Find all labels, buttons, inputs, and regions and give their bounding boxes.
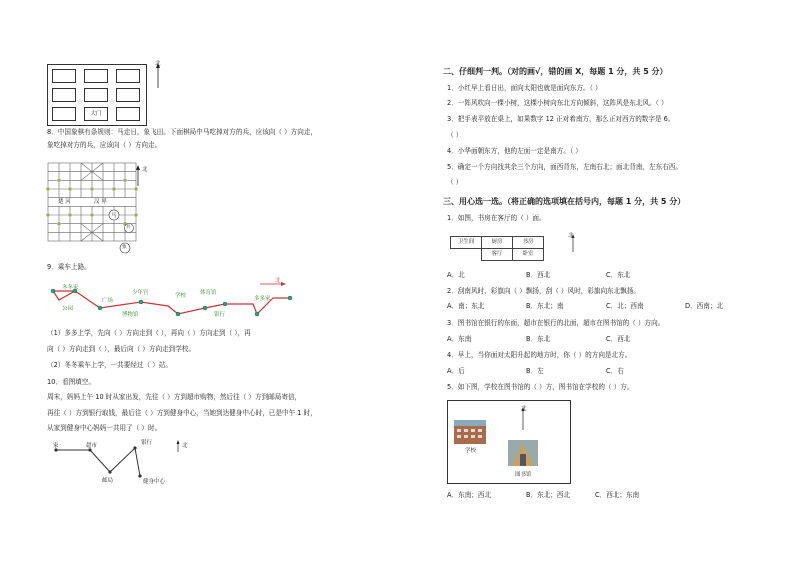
- judge-item: 3．把手表平放在桌上，如果数字 12 正对着南方，那么正对西方的数字是 6。: [447, 115, 675, 123]
- choice-option: A．东南: [447, 335, 472, 343]
- north-label: 北: [142, 167, 148, 173]
- choice-option: D．西南；北: [685, 302, 724, 310]
- choice-option: C．右: [606, 367, 624, 375]
- place-label: 家: [53, 443, 59, 449]
- stop-label: 多多家: [254, 296, 271, 302]
- choice-q2: 2．刮南风时，彩旗向（ ）飘扬，刮（ ）风时，彩旗向东北飘扬。: [447, 287, 641, 295]
- stop-label: 学校: [175, 293, 187, 299]
- room-cell: 客厅: [481, 248, 513, 261]
- q10-line3: 从家到健身中心妈妈一共用了（ ）时。: [47, 424, 162, 432]
- room-cell: 书房: [512, 236, 544, 249]
- judge-item: （ ）: [447, 131, 463, 139]
- room-cell: 厨房: [481, 236, 513, 249]
- map-block: [84, 69, 108, 83]
- section3-title: 三、用心选一选。（将正确的选项填在括号内，每题 1 分，共 5 分）: [443, 197, 686, 206]
- north-label: 北: [182, 443, 188, 449]
- map-block: [52, 88, 76, 102]
- north-label: 北: [155, 61, 161, 67]
- place-label: 邮局: [102, 478, 114, 484]
- north-label: 北: [568, 233, 574, 239]
- choice-option: B．东北；南: [526, 302, 564, 310]
- map-block: [116, 88, 140, 102]
- q9-line1: （1）多多上学，先向（ ）方向走到（ ），再向（ ）方向走到（ ），再: [47, 329, 251, 337]
- school-label: 学校: [465, 448, 477, 454]
- q10-line1: 周末，妈妈上午 10 时从家出发，先往（ ）方到超市购物，然后往（ ）方到邮局寄信，: [47, 393, 302, 401]
- choice-option: B．东北；西北: [526, 491, 571, 499]
- q10-title: 10．看图填空。: [47, 378, 95, 386]
- choice-option: A．南；东北: [447, 302, 485, 310]
- chess-piece-bing: 兵: [126, 225, 131, 230]
- chess-piece-xiang: 象: [122, 245, 127, 250]
- choice-option: B．左: [526, 367, 544, 375]
- river-left-label: 楚 河: [58, 199, 71, 205]
- q9-title: 9．乘车上路。: [47, 263, 91, 271]
- room-cell: 卧室: [512, 248, 544, 261]
- choice-option: C．东北: [606, 271, 631, 279]
- stop-label: 体育馆: [200, 290, 217, 296]
- school-building-icon: [454, 420, 486, 444]
- q10-line2: 再往（ ）方到银行取钱，最后往（ ）方到健身中心，当她到达健身中心时，已是中午 1 时，: [47, 409, 317, 417]
- map-block: [116, 107, 140, 121]
- judge-item: 1．小红早上看日出，面向太阳也就是面向东方。（ ）: [447, 84, 602, 92]
- choice-option: A．东南；西北: [447, 491, 492, 499]
- chess-piece-ma: 马: [111, 213, 117, 219]
- map-block: [116, 69, 140, 83]
- gate-block: 大门: [84, 107, 108, 121]
- choice-option: B．东北: [526, 335, 551, 343]
- place-label: 银行: [141, 440, 153, 446]
- judge-item: 2．一阵风吹向一棵小树，这棵小树向东北方向倾斜，这阵风是东北风。（ ）: [447, 99, 668, 107]
- place-label: 健身中心: [143, 479, 166, 485]
- judge-item: 4．小华面朝东方，他的左面一定是南方。（ ）: [447, 147, 582, 155]
- stop-label: 博物馆: [122, 312, 139, 318]
- choice-q4: 4．早上，当你面对太阳升起的地方时，你（ ）的方向是北方。: [447, 351, 632, 359]
- stop-label: 冬冬家: [62, 285, 79, 291]
- library-label: 图书馆: [515, 472, 532, 478]
- choice-option: C．北；西南: [606, 302, 644, 310]
- north-arrow-icon: [258, 278, 288, 290]
- q9-line2: 向（ ）方向走到（ ），最后向（ ）方向走到学校。: [47, 345, 196, 353]
- stop-label: 银行: [214, 312, 226, 318]
- choice-option: C．西北；东南: [595, 491, 640, 499]
- place-label: 超市: [86, 443, 98, 449]
- choice-q1: 1．如图，书房在客厅的（ ）面。: [447, 214, 546, 222]
- q8-line1: 8．中国象棋有条规则：马走日，象飞田。下面棋局中马吃掉对方的兵，应该向（ ）方向走，: [47, 128, 318, 136]
- stop-label: 广场: [102, 298, 114, 304]
- judge-item: （ ）: [447, 178, 463, 186]
- stop-label: 少年宫: [132, 290, 149, 296]
- judge-item: 5．确定一个方向找其余三个方向，面西背东，左南右北；面北背南，左东右西。: [447, 163, 682, 171]
- north-label: 北: [521, 406, 527, 412]
- map-block: [84, 88, 108, 102]
- north-label: 北: [275, 278, 281, 284]
- choice-q5: 5．如下图，学校在图书馆的（ ）方，图书馆在学校的（ ）方。: [447, 383, 634, 391]
- stop-label: 公园: [62, 306, 74, 312]
- choice-option: A．北: [447, 271, 465, 279]
- route-map: [50, 440, 200, 490]
- choice-q3: 3．图书馆在银行的东面，超市在银行的北面，超市在图书馆的（ ）方向。: [447, 319, 665, 327]
- choice-option: B．西北: [526, 271, 551, 279]
- room-cell: 卫生间: [450, 236, 482, 249]
- choice-option: A．后: [447, 367, 465, 375]
- choice-option: C．西北: [606, 335, 631, 343]
- q9-line3: （2）冬冬乘车上学，一共要经过（ ）站。: [47, 361, 172, 369]
- river-right-label: 汉 界: [94, 199, 107, 205]
- q8-line2: 象吃掉对方的兵，应该向（ ）方向走。: [47, 141, 162, 149]
- library-building-icon: [508, 440, 538, 466]
- map-block: [52, 69, 76, 83]
- map-block: [52, 107, 76, 121]
- section2-title: 二、仔细判一判。（对的画√，错的画 X，每题 1 分，共 5 分）: [443, 67, 668, 76]
